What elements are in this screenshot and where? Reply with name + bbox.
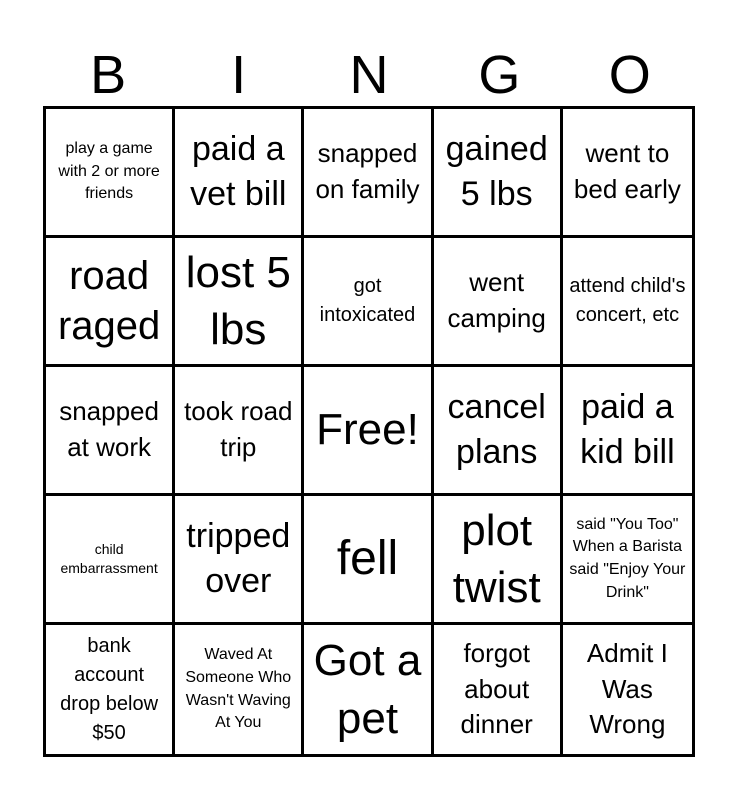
bingo-cell-text: road raged bbox=[57, 254, 161, 348]
header-letter-g: G bbox=[478, 45, 521, 105]
bingo-cell-r2-c3[interactable] bbox=[304, 238, 433, 367]
bingo-cell-text: plot twist bbox=[452, 505, 541, 612]
bingo-cell-r1-c3[interactable] bbox=[304, 109, 433, 238]
bingo-cell-text: Waved At Someone Who Wasn't Waving At You bbox=[185, 646, 292, 732]
bingo-cell-text: attend child's concert, etc bbox=[569, 275, 686, 326]
bingo-cell-text: paid a kid bill bbox=[580, 388, 675, 471]
bingo-cell-text: cancel plans bbox=[447, 388, 546, 471]
bingo-cell-text: Free! bbox=[316, 405, 419, 455]
bingo-header bbox=[43, 44, 695, 106]
bingo-cell-text: took road trip bbox=[184, 396, 293, 462]
bingo-cell-text: snapped on family bbox=[315, 138, 420, 204]
bingo-cell-r2-c4[interactable] bbox=[434, 238, 563, 367]
bingo-cell-r1-c4[interactable] bbox=[434, 109, 563, 238]
bingo-cell-r5-c4[interactable] bbox=[434, 625, 563, 754]
bingo-cell-text: said "You Too" When a Barista said "Enjoy Your Drink" bbox=[569, 515, 686, 601]
bingo-cell-r5-c5[interactable] bbox=[563, 625, 692, 754]
bingo-cell-r3-c1[interactable] bbox=[46, 367, 175, 496]
bingo-cell-text: lost 5 lbs bbox=[185, 247, 291, 354]
bingo-cell-text: Admit I Was Wrong bbox=[586, 637, 668, 740]
bingo-cell-text: child embarrassment bbox=[60, 541, 158, 576]
bingo-cell-text: play a game with 2 or more friends bbox=[58, 139, 160, 203]
header-letter-o: O bbox=[608, 45, 651, 105]
bingo-cell-r5-c1[interactable] bbox=[46, 625, 175, 754]
bingo-cell-r1-c1[interactable] bbox=[46, 109, 175, 238]
bingo-cell-text: Got a pet bbox=[313, 636, 422, 743]
bingo-cell-text: went to bed early bbox=[573, 138, 681, 204]
bingo-cell-text: bank account drop below $50 bbox=[60, 634, 159, 744]
bingo-cell-r4-c4[interactable] bbox=[434, 496, 563, 625]
bingo-cell-r3-c4[interactable] bbox=[434, 367, 563, 496]
bingo-cell-r4-c2[interactable] bbox=[175, 496, 304, 625]
bingo-cell-text: gained 5 lbs bbox=[445, 130, 548, 213]
bingo-cell-r4-c3[interactable] bbox=[304, 496, 433, 625]
header-letter-i: I bbox=[231, 45, 247, 105]
bingo-cell-r5-c3[interactable] bbox=[304, 625, 433, 754]
bingo-cell-text: paid a vet bill bbox=[190, 130, 287, 213]
bingo-cell-r3-c2[interactable] bbox=[175, 367, 304, 496]
bingo-cell-r4-c1[interactable] bbox=[46, 496, 175, 625]
bingo-cell-r1-c5[interactable] bbox=[563, 109, 692, 238]
header-letter-b: B bbox=[90, 45, 127, 105]
bingo-cell-r5-c2[interactable] bbox=[175, 625, 304, 754]
bingo-cell-text: snapped at work bbox=[59, 396, 159, 462]
bingo-cell-r2-c5[interactable] bbox=[563, 238, 692, 367]
bingo-cell-r2-c2[interactable] bbox=[175, 238, 304, 367]
bingo-board bbox=[43, 106, 695, 757]
bingo-cell-text: tripped over bbox=[186, 517, 291, 600]
bingo-cell-r3-c3[interactable] bbox=[304, 367, 433, 496]
bingo-cell-text: forgot about dinner bbox=[460, 637, 533, 740]
bingo-cell-text: got intoxicated bbox=[319, 275, 416, 326]
header-letter-n: N bbox=[349, 45, 389, 105]
bingo-cell-r4-c5[interactable] bbox=[563, 496, 692, 625]
bingo-cell-text: went camping bbox=[447, 267, 546, 333]
bingo-cell-text: fell bbox=[336, 531, 399, 585]
bingo-cell-r2-c1[interactable] bbox=[46, 238, 175, 367]
bingo-cell-r1-c2[interactable] bbox=[175, 109, 304, 238]
bingo-cell-r3-c5[interactable] bbox=[563, 367, 692, 496]
